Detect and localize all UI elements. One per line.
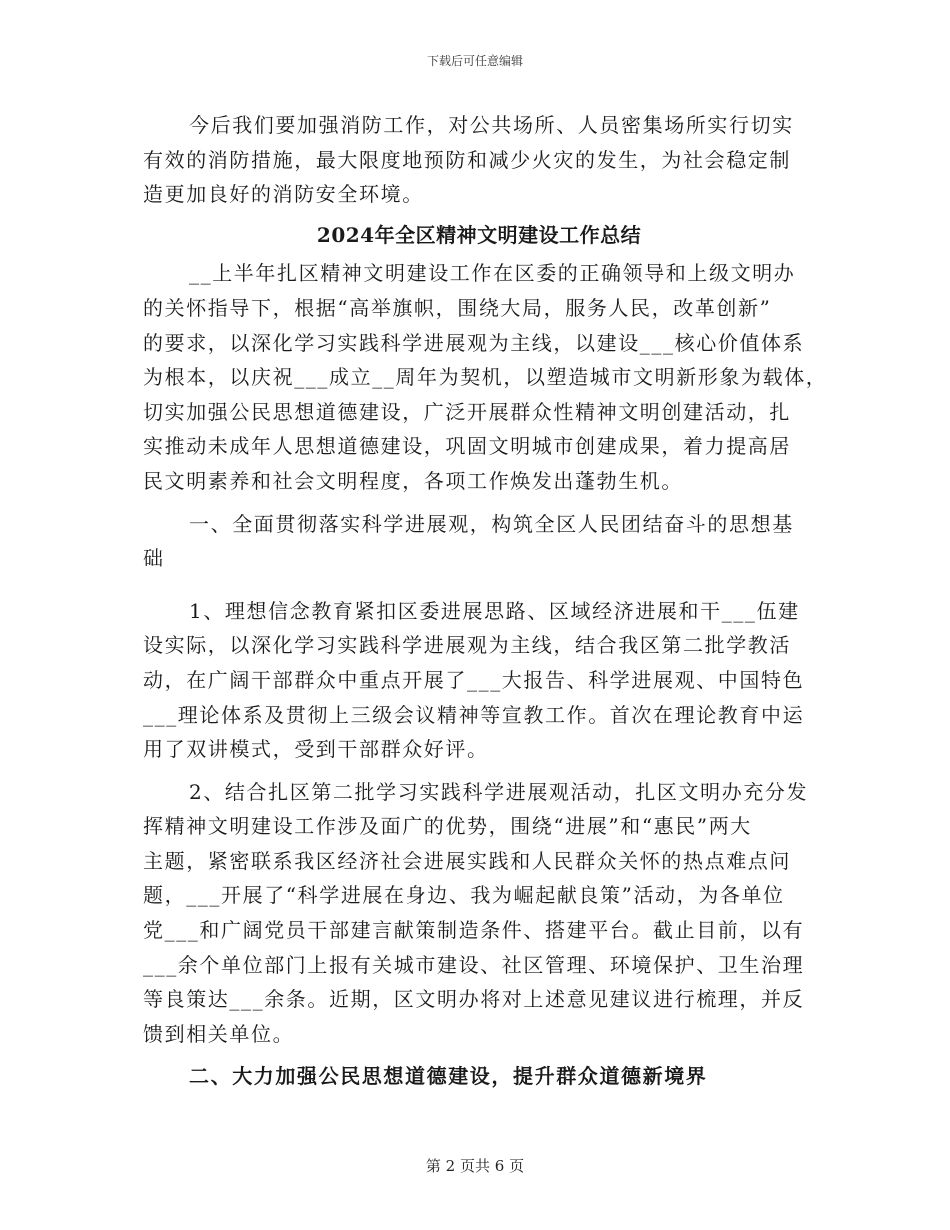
section-one-heading [143,507,815,576]
text-line: 一、全面贯彻落实科学进展观，构筑全区人民团结奋斗的思想基 [189,511,794,536]
text-line: 切实加强公民思想道德建设，广泛开展群众性精神文明创建活动，扎 [143,399,791,424]
text-line: 有效的消防措施，最大限度地预防和减少火灾的发生，为社会稳定制 [143,147,791,172]
text-line: 1、理想信念教育紧扣区委进展思路、区域经济进展和干___伍建 [189,598,800,623]
summary-paragraph [143,256,828,498]
text-line: 础 [143,546,165,571]
text-line: 党___和广阔党员干部建言献策制造条件、搭建平台。截止目前，以有 [143,918,805,943]
page-header-note: 下载后可任意编辑 [426,54,523,68]
item-two-paragraph [143,775,815,1052]
text-line: 动，在广阔干部群众中重点开展了___大报告、科学进展观、中国特色 [143,667,805,692]
section-two-heading: 二、大力加强公民思想道德建设，提升群众道德新境界 [189,1064,708,1089]
text-line: 用了双讲模式，受到干部群众好评。 [143,737,489,762]
document-title: 2024年全区精神文明建设工作总结 [316,222,642,247]
item-one-paragraph [143,594,815,767]
text-line: 挥精神文明建设工作涉及面广的优势，围绕“进展”和“惠民”两大 [143,814,752,839]
intro-paragraph [143,108,815,212]
text-line: 题，___开展了“科学进展在身边、我为崛起献良策”活动，为各单位 [143,883,785,908]
page-footer: 第 2 页共 6 页 [425,1157,525,1175]
text-line: 馈到相关单位。 [143,1021,295,1046]
text-line: 今后我们要加强消防工作，对公共场所、人员密集场所实行切实 [189,113,794,137]
text-line: 主题，紧密联系我区经济社会进展实践和人民群众关怀的热点难点问 [143,848,791,873]
text-line: 等良策达___余条。近期，区文明办将对上述意见建议进行梳理，并反 [143,987,805,1012]
text-line: ___余个单位部门上报有关城市建设、社区管理、环境保护、卫生治理 [143,952,805,977]
text-line: 2、结合扎区第二批学习实践科学进展观活动，扎区文明办充分发 [189,779,809,804]
text-line: 设实际，以深化学习实践科学进展观为主线，结合我区第二批学教活 [143,633,791,658]
text-line: 民文明素养和社会文明程度，各项工作焕发出蓬勃生机。 [143,468,683,493]
document-body [143,108,828,1094]
text-line: 实推动未成年人思想道德建设，巩固文明城市创建成果，着力提高居 [143,434,791,459]
text-line: __上半年扎区精神文明建设工作在区委的正确领导和上级文明办 [189,261,796,286]
text-line: 的要求，以深化学习实践科学进展观为主线，以建设___核心价值体系 [143,330,805,355]
text-line: ___理论体系及贯彻上三级会议精神等宣教工作。首次在理论教育中运 [143,702,805,727]
text-line: 的关怀指导下，根据“高举旗帜，围绕大局，服务人民，改革创新” [143,295,772,320]
text-line: 为根本，以庆祝___成立__周年为契机，以塑造城市文明新形象为载体， [143,365,828,390]
text-line: 造更加良好的消防安全环境。 [143,182,424,207]
